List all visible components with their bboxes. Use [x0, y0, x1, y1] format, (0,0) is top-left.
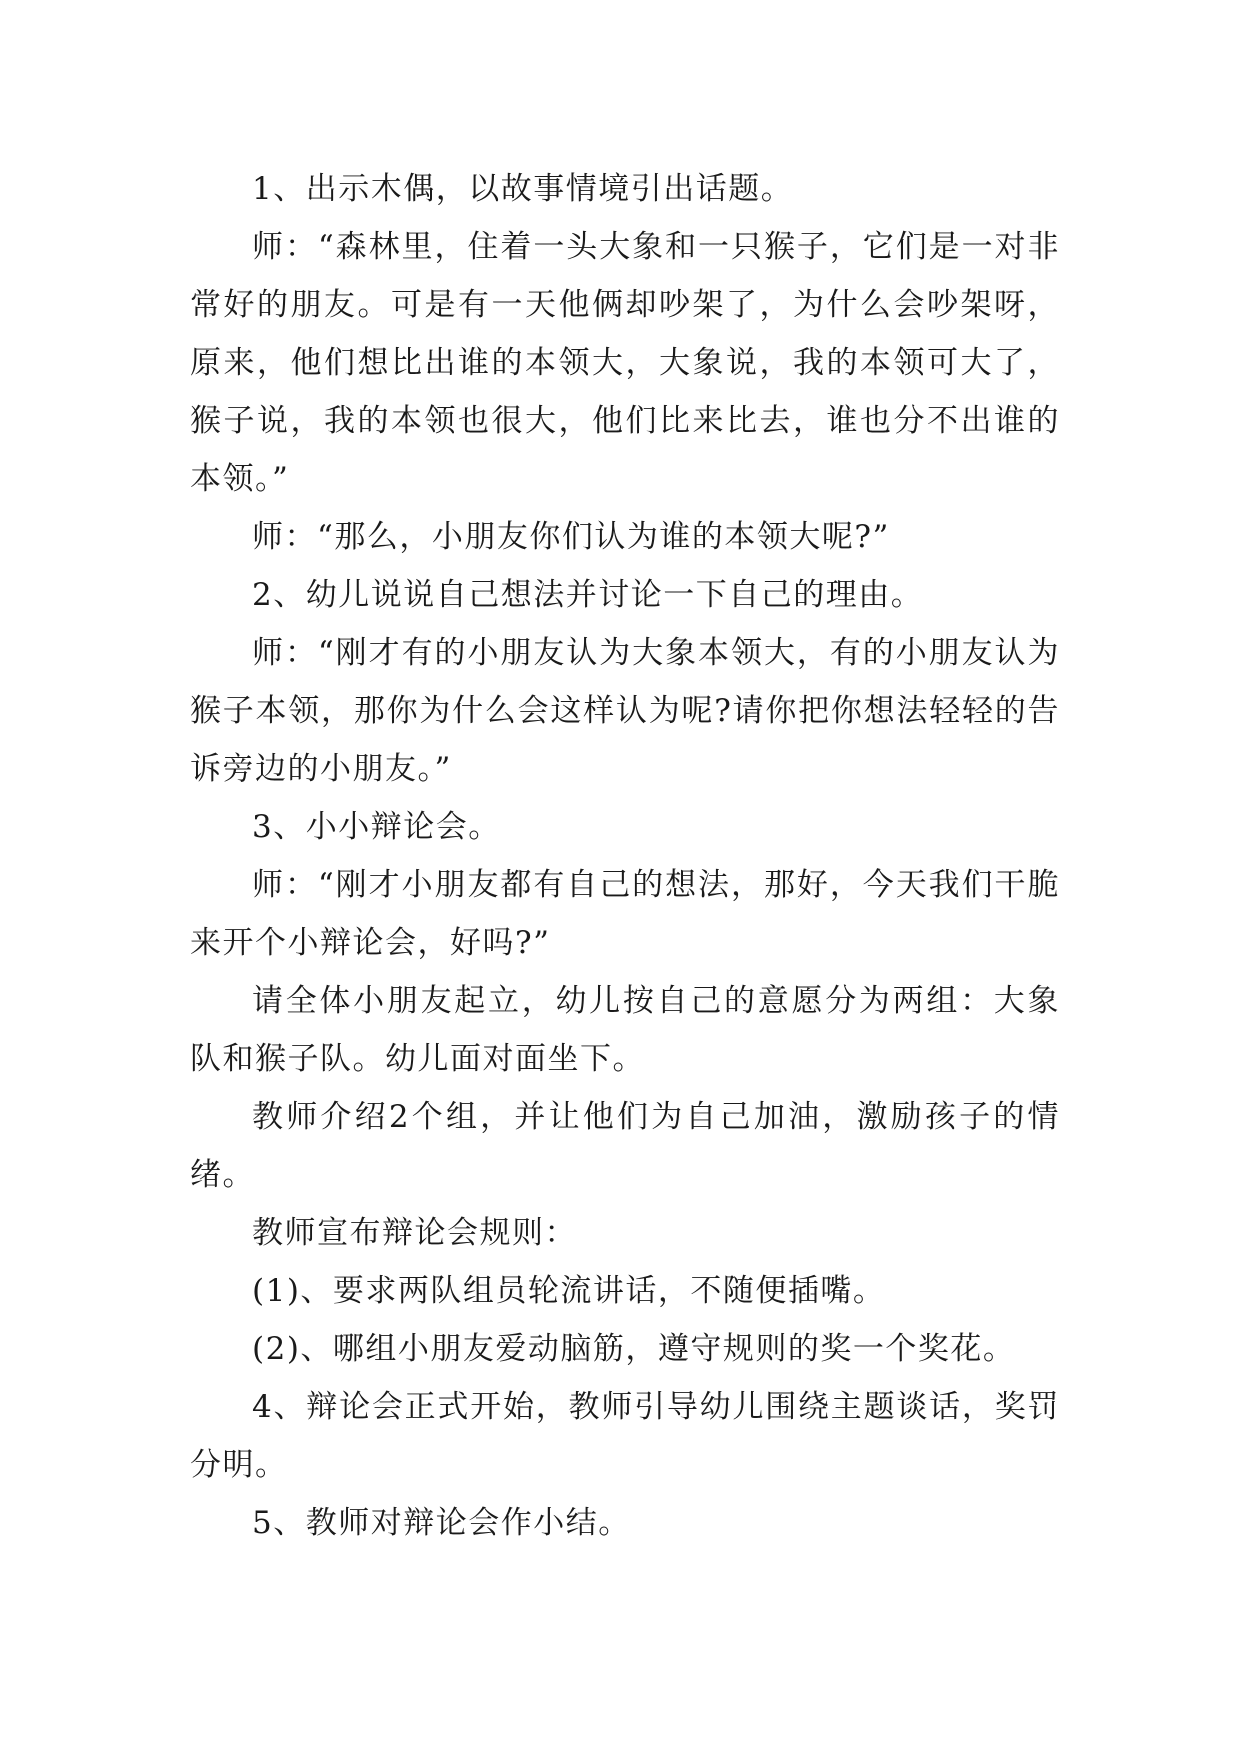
- paragraph-debate-intro: 师：“刚才小朋友都有自己的想法，那好，今天我们干脆来开个小辩论会，好吗?”: [190, 867, 1060, 961]
- paragraph-rule-1: (1)、要求两队组员轮流讲话，不随便插嘴。: [252, 1273, 886, 1309]
- paragraph-step-4: 4、辩论会正式开始，教师引导幼儿围绕主题谈话，奖罚分明。: [190, 1389, 1060, 1483]
- paragraph-step-1: 1、出示木偶，以故事情境引出话题。: [252, 171, 794, 207]
- paragraph-grouping: 请全体小朋友起立，幼儿按自己的意愿分为两组：大象队和猴子队。幼儿面对面坐下。: [190, 983, 1060, 1077]
- document-body: [190, 160, 1060, 1552]
- paragraph-step-3: 3、小小辩论会。: [252, 809, 501, 845]
- paragraph-teams: 教师介绍2个组，并让他们为自己加油，激励孩子的情绪。: [190, 1099, 1060, 1193]
- paragraph-rules-heading: 教师宣布辩论会规则：: [252, 1215, 577, 1251]
- paragraph-question: 师：“那么，小朋友你们认为谁的本领大呢?”: [252, 519, 890, 555]
- paragraph-discussion: 师：“刚才有的小朋友认为大象本领大，有的小朋友认为猴子本领，那你为什么会这样认为呢?请你把你想法轻轻的告诉旁边的小朋友。”: [190, 635, 1060, 787]
- paragraph-rule-2: (2)、哪组小朋友爱动脑筋，遵守规则的奖一个奖花。: [252, 1331, 1016, 1367]
- paragraph-story-intro: 师：“森林里，住着一头大象和一只猴子，它们是一对非常好的朋友。可是有一天他俩却吵架了，为什么会吵架呀，原来，他们想比出谁的本领大，大象说，我的本领可大了，猴子说，我的本领也很大，他们比来比去，谁也分不出谁的本领。”: [190, 229, 1060, 497]
- paragraph-step-5: 5、教师对辩论会作小结。: [252, 1505, 631, 1541]
- paragraph-step-2: 2、幼儿说说自己想法并讨论一下自己的理由。: [252, 577, 924, 613]
